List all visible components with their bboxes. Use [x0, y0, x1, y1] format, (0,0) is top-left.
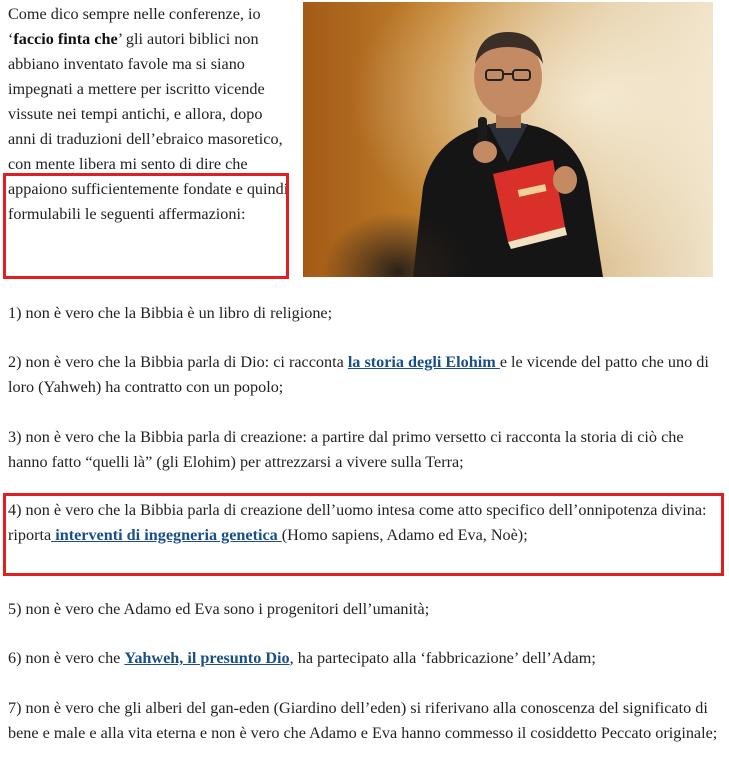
link-storia-elohim[interactable]: la storia degli Elohim [347, 353, 500, 371]
point-4-text-end: (Homo sapiens, Adamo ed Eva, Noè); [281, 526, 528, 544]
point-2 [8, 350, 720, 400]
point-6-text-start: 6) non è vero che [8, 649, 125, 667]
point-1: 1) non è vero che la Bibbia è un libro di religione; [8, 304, 333, 322]
point-2-text-end: e le vicende del patto che uno di loro (Yahweh) ha contratto con un popolo; [8, 353, 709, 396]
link-yahweh-presunto-dio[interactable]: Yahweh, il presunto Dio [124, 649, 290, 667]
point-7: 7) non è vero che gli alberi del gan-eden (Giardino dell’eden) si riferivano alla conoscenza del significato di bene e male e alla vita eterna e non è vero che Adamo e Eva hanno commesso il cosiddetto Peccato originale; [8, 699, 718, 742]
intro-paragraph [8, 2, 293, 227]
speaker-photo [303, 2, 713, 277]
link-ingegneria-genetica[interactable]: interventi di ingegneria genetica [51, 526, 282, 544]
intro-text-start: Come dico sempre nelle conferenze, io ‘ [8, 5, 261, 48]
intro-bold-text: faccio finta che [13, 30, 118, 48]
point-6-text-end: , ha partecipato alla ‘fabbricazione’ dell’Adam; [289, 649, 596, 667]
point-4-text-start: 4) non è vero che la Bibbia parla di creazione dell’uomo intesa come atto specifico dell’onnipotenza divina: riporta [8, 501, 707, 544]
point-5: 5) non è vero che Adamo ed Eva sono i progenitori dell’umanità; [8, 600, 430, 618]
intro-text-end: ’ gli autori biblici non abbiano inventato favole ma si siano impegnati a mettere per iscritto vicende vissute nei tempi antichi, e allora, dopo anni di traduzioni dell’ebraico masoretico, con mente libera mi sento di dire che appaiono sufficientemente fondate e quindi formulabili le seguenti affermazioni: [8, 30, 289, 223]
speaker-photo-image [303, 2, 713, 277]
point-3: 3) non è vero che la Bibbia parla di creazione: a partire dal primo versetto ci racconta la storia di ciò che hanno fatto “quelli là” (gli Elohim) per attrezzarsi a vivere sulla Terra; [8, 428, 684, 471]
point-2-text-start: 2) non è vero che la Bibbia parla di Dio: ci racconta [8, 353, 348, 371]
point-6 [8, 646, 720, 671]
point-4 [8, 498, 720, 548]
